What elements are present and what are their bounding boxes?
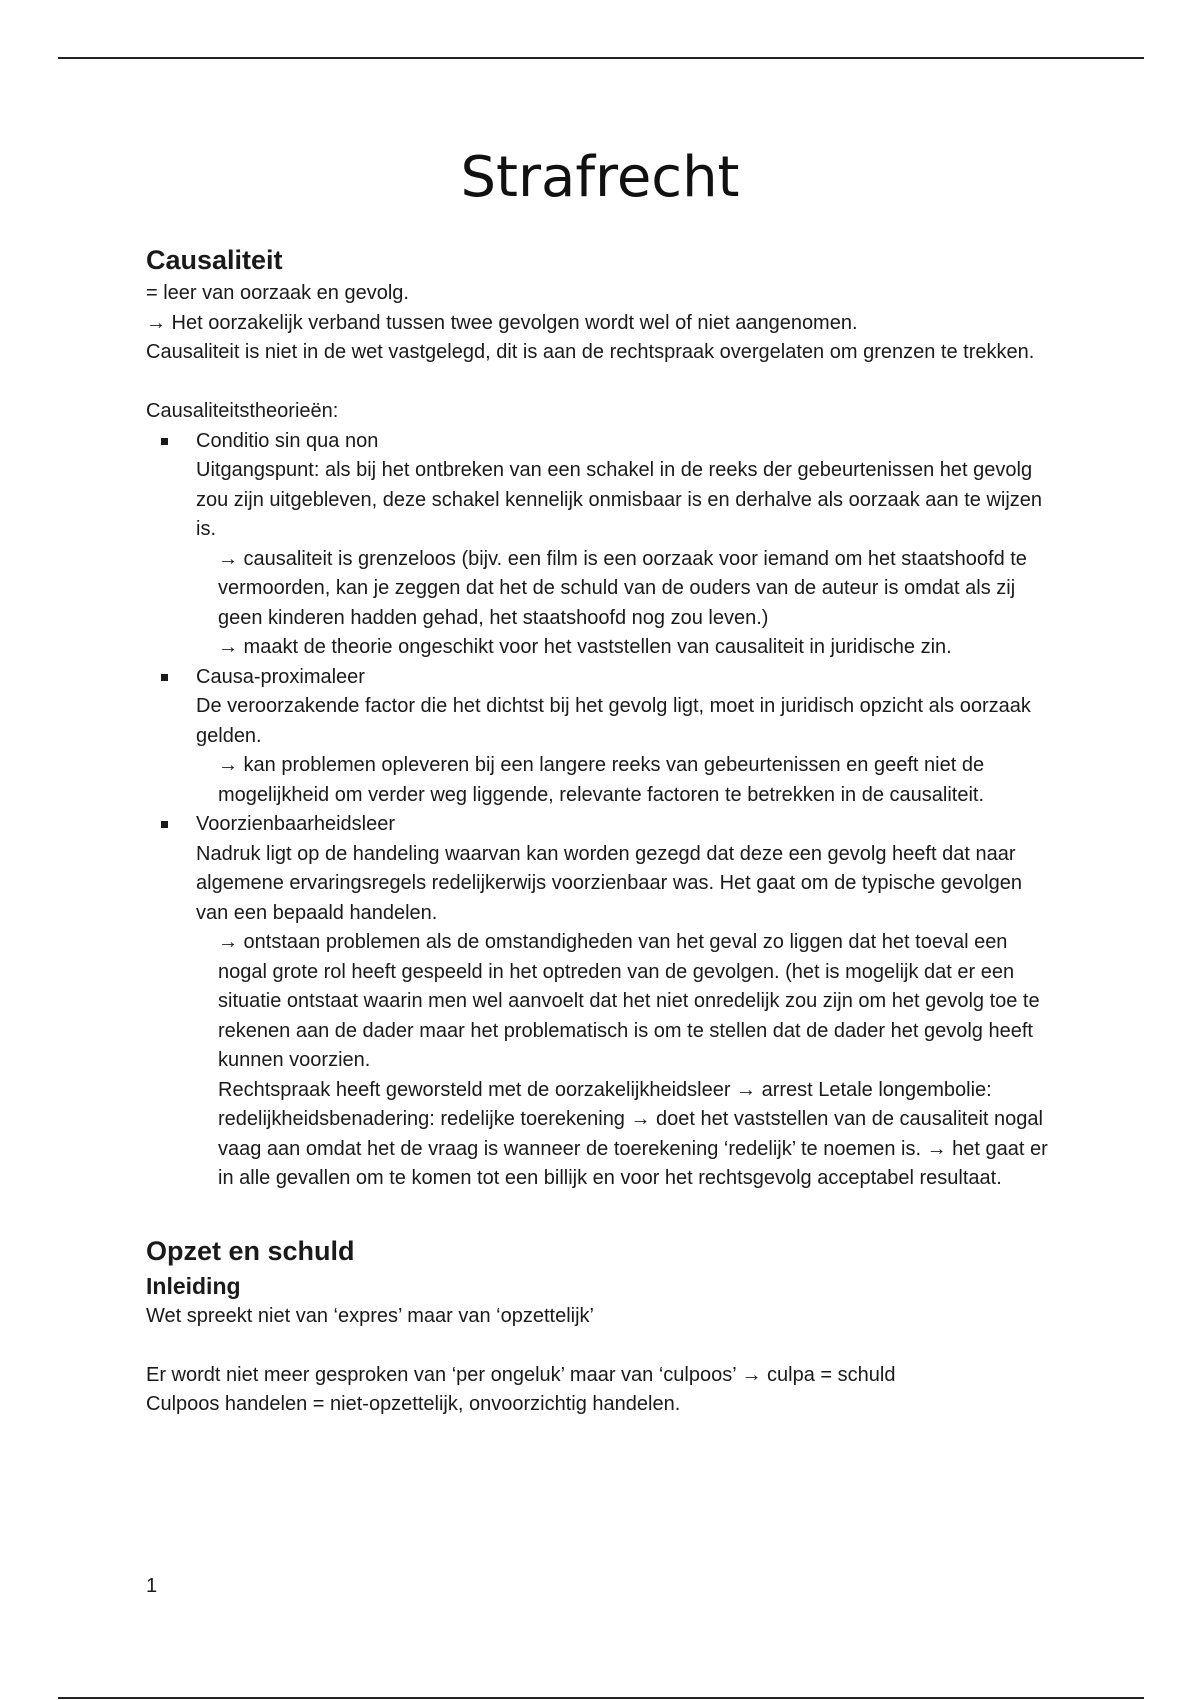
theories-list bbox=[146, 427, 1056, 1194]
theory-name: Causa-proximaleer bbox=[196, 665, 365, 688]
culpoos-definition-line: Culpoos handelen = niet-opzettelijk, onvoorzichtig handelen. bbox=[146, 1393, 681, 1415]
header-rule bbox=[58, 57, 1144, 59]
heading-opzet-en-schuld: Opzet en schuld bbox=[146, 1235, 355, 1266]
heading-causaliteit: Causaliteit bbox=[146, 245, 283, 275]
bullet-icon bbox=[161, 674, 168, 681]
culpoos-line: Er wordt niet meer gesproken van ‘per ongeluk’ maar van ‘culpoos’ → culpa = schuld bbox=[146, 1363, 896, 1386]
verband-line: → Het oorzakelijk verband tussen twee gevolgen wordt wel of niet aangenomen. bbox=[146, 311, 858, 334]
page-number: 1 bbox=[146, 1575, 158, 1597]
footer-rule bbox=[58, 1697, 1144, 1699]
spacer bbox=[146, 368, 1056, 398]
theory-note: → ontstaan problemen als de omstandigheden van het geval zo liggen dat het toeval een nogal grote rol heeft gespeeld in het optreden van de gevolgen. (het is mogelijk dat er een situatie ontstaat waarin men wel aanvoelt dat het niet onredelijk zou zijn om het gevolg toe te rekenen aan de dader maar het problematisch is om te stellen dat de dader het gevolg heeft kunnen voorzien. bbox=[218, 931, 1040, 1071]
spacer bbox=[146, 1331, 1056, 1361]
theory-note: → causaliteit is grenzeloos (bijv. een film is een oorzaak voor iemand om het staatshoofd te vermoorden, kan je zeggen dat het de schuld van de ouders van de auteur is omdat als zij geen kinderen hadden gehad, het staatshoofd nog zou leven.) bbox=[218, 547, 1027, 629]
theory-name: Conditio sin qua non bbox=[196, 429, 379, 452]
bullet-icon bbox=[161, 438, 168, 445]
list-item bbox=[146, 663, 1056, 811]
bullet-icon bbox=[161, 821, 168, 828]
document-body bbox=[146, 241, 1056, 1420]
list-item bbox=[146, 810, 1056, 1194]
theories-label: Causaliteitstheorieën: bbox=[146, 400, 339, 422]
list-item bbox=[146, 427, 1056, 663]
definition-line: = leer van oorzaak en gevolg. bbox=[146, 282, 409, 304]
wet-line: Causaliteit is niet in de wet vastgelegd, dit is aan de rechtspraak overgelaten om grenzen te trekken. bbox=[146, 341, 1035, 363]
spacer bbox=[146, 1194, 1056, 1232]
opzet-line: Wet spreekt niet van ‘expres’ maar van ‘opzettelijk’ bbox=[146, 1304, 594, 1327]
theory-note: → maakt de theorie ongeschikt voor het vaststellen van causaliteit in juridische zin. bbox=[218, 636, 952, 658]
theory-description: Nadruk ligt op de handeling waarvan kan worden gezegd dat deze een gevolg heeft dat naar algemene ervaringsregels redelijkerwijs voorzienbaar was. Het gaat om de typische gevolgen van een bepaald handelen. bbox=[196, 842, 1022, 924]
theory-name: Voorzienbaarheidsleer bbox=[196, 813, 396, 835]
subheading-inleiding: Inleiding bbox=[146, 1272, 241, 1299]
theory-description: De veroorzakende factor die het dichtst bij het gevolg ligt, moet in juridisch opzicht als oorzaak gelden. bbox=[196, 695, 1031, 747]
theory-description: Uitgangspunt: als bij het ontbreken van een schakel in de reeks der gebeurtenissen het gevolg zou zijn uitgebleven, deze schakel kennelijk onmisbaar is en derhalve als oorzaak aan te wijzen is. bbox=[196, 459, 1043, 540]
theory-note: → kan problemen opleveren bij een langere reeks van gebeurtenissen en geeft niet de mogelijkheid om verder weg liggende, relevante factoren te betrekken in de causaliteit. bbox=[218, 754, 985, 806]
theory-note: Rechtspraak heeft geworsteld met de oorzakelijkheidsleer → arrest Letale longembolie: redelijkheidsbenadering: redelijke toerekening → doet het vaststellen van de causaliteit nogal vaag aan omdat het de vraag is wanneer de toerekening ‘redelijk’ te noemen is. → het gaat er in alle gevallen om te komen tot een billijk en voor het rechtsgevolg acceptabel resultaat. bbox=[218, 1078, 1048, 1189]
document-title: Strafrecht bbox=[460, 145, 740, 210]
